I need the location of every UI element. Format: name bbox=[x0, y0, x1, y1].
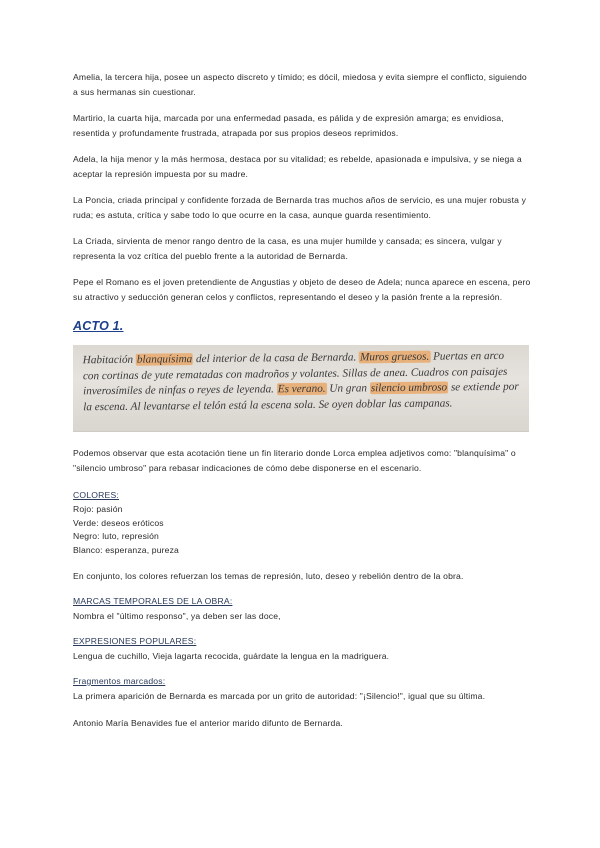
document-content bbox=[73, 70, 533, 731]
colores-section bbox=[73, 488, 533, 557]
paragraph-amelia: Amelia, la tercera hija, posee un aspecto discreto y tímido; es dócil, miedosa y evita siempre el conflicto, siguiendo a sus hermanas sin cuestionar. bbox=[73, 72, 527, 97]
conclusion-paragraph: En conjunto, los colores refuerzan los temas de represión, luto, deseo y rebelión dentro de la obra. bbox=[73, 571, 464, 581]
paragraph-poncia: La Poncia, criada principal y confidente forzada de Bernarda tras muchos años de servicio, es una mujer robusta y ruda; es astuta, crítica y sabe todo lo que ocurre en la casa, aunque guarda resentimiento. bbox=[73, 195, 527, 220]
paragraph-adela: Adela, la hija menor y la más hermosa, destaca por su vitalidad; es rebelde, apasionada e impulsiva, y se niega a aceptar la represión impuesta por su madre. bbox=[73, 154, 522, 179]
fragmentos-title: Fragmentos marcados: bbox=[73, 676, 166, 686]
expresiones-section bbox=[73, 634, 533, 664]
fragmentos-section bbox=[73, 674, 533, 704]
quote-photo bbox=[73, 345, 529, 432]
quote-part: Puertas en arco con cortinas de yute rematadas con madroños y volantes. Sillas de anea. Cuadros con paisajes inverosímiles de ninfas o reyes de leyenda. bbox=[82, 349, 508, 398]
act-heading: ACTO 1. bbox=[73, 319, 124, 333]
expresiones-title: EXPRESIONES POPULARES: bbox=[73, 636, 197, 646]
marcas-title: MARCAS TEMPORALES DE LA OBRA: bbox=[73, 596, 233, 606]
expresiones-text: Lengua de cuchillo, Vieja lagarta recocida, guárdate la lengua en la madriguera. bbox=[73, 651, 390, 661]
quote-part: del interior de la casa de Bernarda. bbox=[193, 351, 360, 366]
final-note: Antonio María Benavides fue el anterior marido difunto de Bernarda. bbox=[73, 718, 343, 728]
highlight-muros-gruesos: Muros gruesos. bbox=[359, 350, 430, 364]
paragraph-martirio: Martirio, la cuarta hija, marcada por una enfermedad pasada, es pálida y de expresión amarga; es envidiosa, resentida y profundamente frustrada, atrapada por sus propios deseos reprimidos. bbox=[73, 113, 504, 138]
marcas-section bbox=[73, 594, 533, 624]
highlight-blanquisima: blanquísima bbox=[136, 353, 193, 366]
quote-part: Habitación bbox=[82, 353, 136, 367]
color-item: Rojo: pasión bbox=[73, 504, 123, 514]
color-item: Negro: luto, represión bbox=[73, 531, 159, 541]
quote-part: se extiende por la escena. Al levantarse el telón está la escena sola. Se oyen doblar las campanas. bbox=[83, 380, 519, 413]
quote-part: Un gran bbox=[326, 382, 370, 395]
marcas-text: Nombra el "último responso", ya deben ser las doce, bbox=[73, 611, 281, 621]
analysis-paragraph: Podemos observar que esta acotación tiene un fin literario donde Lorca emplea adjetivos como: "blanquísima" o "silencio umbroso" para rebasar indicaciones de cómo debe disponerse en el escenario. bbox=[73, 448, 516, 473]
colores-title: COLORES: bbox=[73, 490, 120, 500]
highlight-silencio-umbroso: silencio umbroso bbox=[370, 381, 448, 395]
fragmentos-text: La primera aparición de Bernarda es marcada por un grito de autoridad: "¡Silencio!", igual que su última. bbox=[73, 691, 486, 701]
paragraph-pepe: Pepe el Romano es el joven pretendiente de Angustias y objeto de deseo de Adela; nunca aparece en escena, pero su atractivo y seducción generan celos y conflictos, representando el deseo y la pasión frente a la represión. bbox=[73, 277, 531, 302]
highlight-es-verano: Es verano. bbox=[277, 382, 326, 396]
color-item: Verde: deseos eróticos bbox=[73, 517, 164, 528]
color-item: Blanco: esperanza, pureza bbox=[73, 544, 179, 555]
paragraph-criada: La Criada, sirvienta de menor rango dentro de la casa, es una mujer humilde y cansada; es sincera, vulgar y representa la voz crítica del pueblo frente a la autoridad de Bernarda. bbox=[73, 236, 502, 261]
quote-text bbox=[83, 349, 524, 416]
